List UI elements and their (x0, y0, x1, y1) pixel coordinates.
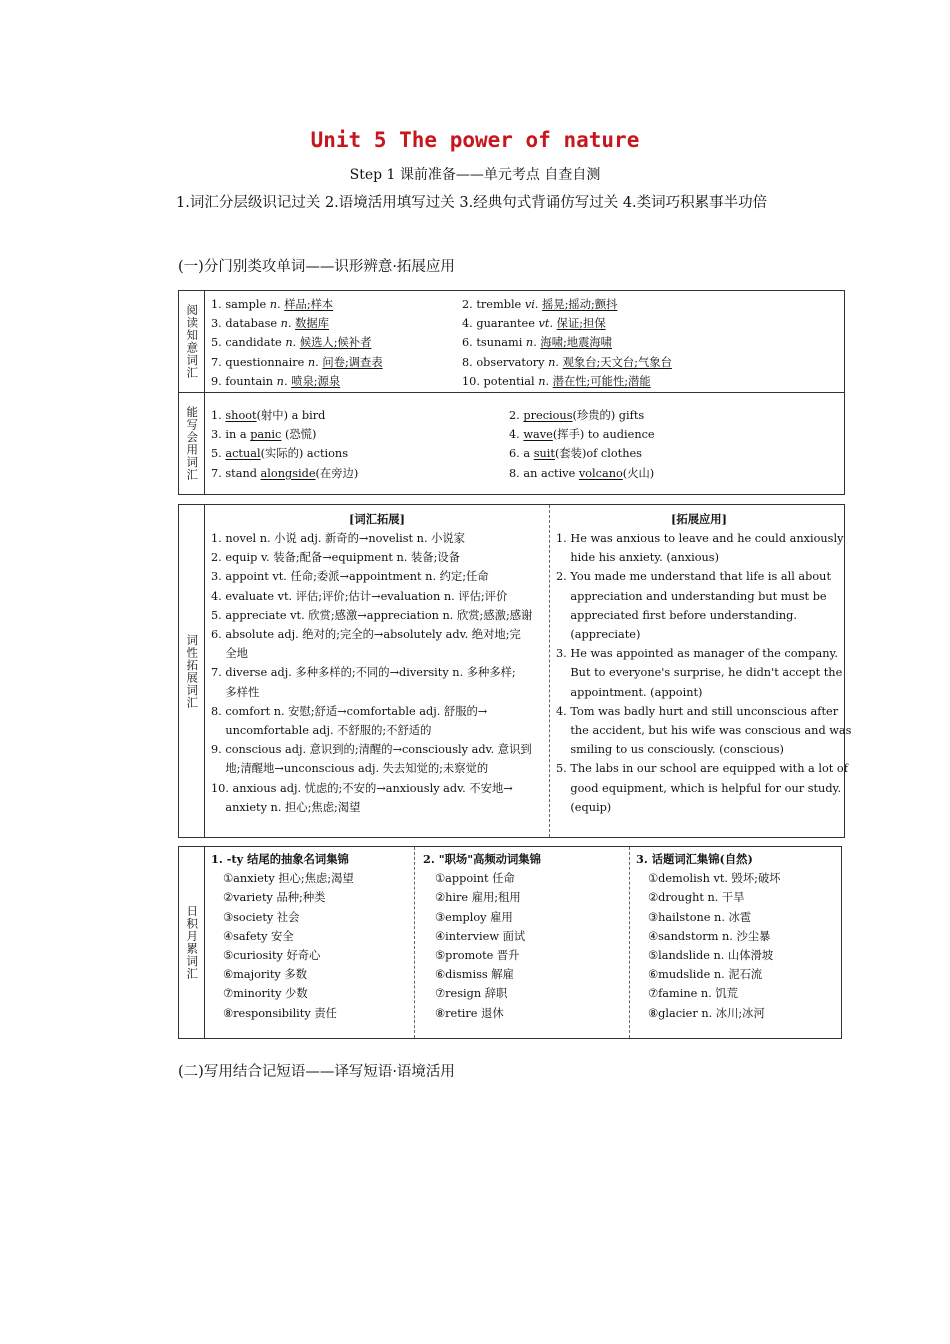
daily-item: ⑥majority 多数 (223, 968, 307, 982)
entry-pos: vi. (524, 298, 539, 311)
application-line: (appreciate) (556, 628, 641, 642)
daily-divider-1 (414, 847, 415, 1038)
daily-column-1 (211, 850, 354, 1023)
entry-pos: n. (280, 317, 292, 331)
entry-meaning: 候选人;候补者 (299, 336, 372, 350)
entry-word: 7. questionnaire (211, 355, 308, 369)
daily-item: ⑥dismiss 解雇 (435, 968, 514, 982)
extension-divider (549, 505, 550, 837)
entry-word: 4. guarantee (462, 317, 539, 331)
application-line: 5. The labs in our school are equipped with a lot of (556, 762, 848, 776)
daily-column-2 (423, 850, 541, 1023)
daily-item: ②drought n. 干旱 (648, 891, 745, 905)
daily-item: ①demolish vt. 毁坏;破坏 (648, 872, 781, 886)
writing-block (179, 392, 844, 494)
daily-item: ⑤curiosity 好奇心 (223, 949, 321, 963)
phrase-entry (509, 425, 655, 444)
phrase-entry (211, 406, 358, 425)
vocab-entry (211, 314, 383, 333)
vocab-entry (462, 333, 672, 352)
daily-item: ⑤landslide n. 山体滑坡 (648, 949, 774, 963)
daily-item: ⑧glacier n. 冰川;冰河 (648, 1006, 765, 1020)
daily-item: ②variety 品种;种类 (223, 891, 326, 905)
entry-word: 2. tremble (462, 298, 525, 311)
entry-meaning: 喷泉;源泉 (291, 374, 341, 388)
extension-left-heading: [词汇拓展] (349, 512, 405, 526)
entry-meaning: 保证;担保 (556, 317, 606, 331)
daily-divider-2 (629, 847, 630, 1038)
phrase-answer: precious (523, 409, 573, 422)
application-line: appreciated first before understanding. (556, 608, 797, 622)
extension-right-heading: [拓展应用] (671, 512, 727, 526)
entry-pos: n. (307, 355, 319, 369)
daily-column-heading: 2. "职场"高频动词集锦 (423, 852, 541, 866)
phrase-suffix: (在旁边) (315, 466, 359, 480)
application-line: 2. You made me understand that life is all about (556, 570, 831, 584)
extension-table (178, 504, 852, 838)
phrase-entry (211, 444, 358, 463)
daily-item: ①anxiety 担心;焦虑;渴望 (223, 872, 354, 886)
daily-item: ⑤promote 晋升 (435, 949, 520, 963)
application-line: hide his anxiety. (anxious) (556, 551, 720, 565)
entry-pos: n. (285, 336, 297, 350)
phrase-answer: panic (250, 428, 282, 442)
phrase-suffix: (珍贵的) gifts (572, 409, 645, 422)
entry-meaning: 样品;样本 (284, 298, 334, 311)
entry-pos: n. (525, 336, 537, 350)
writing-left-column (211, 406, 358, 483)
daily-item: ③employ 雇用 (435, 910, 513, 924)
phrase-prefix: 4. (509, 428, 524, 442)
daily-item: ④sandstorm n. 沙尘暴 (648, 929, 771, 943)
entry-pos: n. (548, 355, 559, 369)
daily-item: ②hire 雇用;租用 (435, 891, 521, 905)
daily-column-heading: 3. 话题词汇集锦(自然) (636, 852, 753, 866)
phrase-prefix: 3. in a (211, 428, 251, 442)
application-line: 4. Tom was badly hurt and still unconscious after (556, 704, 839, 718)
daily-item: ⑥mudslide n. 泥石流 (648, 968, 763, 982)
extension-line: 多样性 (211, 685, 260, 699)
extension-line: 地;清醒地→unconscious adj. 失去知觉的;未察觉的 (211, 762, 489, 776)
application-line: 1. He was anxious to leave and he could anxiously (556, 532, 844, 545)
unit-title: Unit 5 The power of nature (310, 128, 640, 152)
entry-meaning: 数据库 (295, 317, 330, 331)
vocab-entry (462, 295, 672, 314)
phrase-answer: actual (225, 447, 261, 461)
phrase-suffix: (套装)of clothes (554, 447, 642, 461)
phrase-suffix: (射中) a bird (256, 409, 326, 422)
phrase-prefix: 7. stand (211, 466, 261, 480)
intro-text: 1.词汇分层级识记过关 2.语境活用填写过关 3.经典句式背诵仿写过关 4.类词巧积累事半功倍 (176, 195, 768, 211)
phrase-suffix: (火山) (622, 466, 655, 480)
reading-block (179, 291, 844, 393)
application-line: 3. He was appointed as manager of the company. (556, 647, 838, 661)
extension-line: uncomfortable adj. 不舒服的;不舒适的 (211, 724, 432, 738)
extension-left-column (211, 529, 544, 817)
extension-line: 4. evaluate vt. 评估;评价;估计→evaluation n. 评估;评价 (211, 589, 508, 603)
vocab-table (178, 290, 845, 495)
daily-item: ⑦minority 少数 (223, 987, 308, 1001)
reading-left-column (211, 295, 383, 391)
extension-side-label: 词性拓展词汇 (179, 505, 205, 837)
entry-word: 3. database (211, 317, 281, 331)
vocab-entry (211, 295, 383, 314)
phrase-entry (211, 464, 358, 483)
daily-side-label: 日积月累词汇 (179, 847, 205, 1038)
phrase-prefix: 2. (509, 409, 524, 422)
entry-word: 9. fountain (211, 374, 277, 388)
phrase-answer: wave (523, 428, 553, 442)
daily-item: ⑧responsibility 责任 (223, 1006, 337, 1020)
daily-item: ⑦famine n. 饥荒 (648, 987, 738, 1001)
application-line: appointment. (appoint) (556, 685, 703, 699)
phrase-entry (509, 444, 655, 463)
phrase-answer: suit (533, 447, 555, 461)
phrase-answer: shoot (225, 409, 257, 422)
entry-word: 10. potential (462, 374, 539, 388)
application-line: good equipment, which is helpful for our study. (556, 781, 842, 795)
entry-word: 6. tsunami (462, 336, 526, 350)
entry-pos: n. (269, 298, 281, 311)
phrase-entry (211, 425, 358, 444)
phrase-prefix: 8. an active (509, 466, 579, 480)
vocab-entry (462, 314, 672, 333)
vocab-entry (211, 333, 383, 352)
extension-line: 8. comfort n. 安慰;舒适→comfortable adj. 舒服的→ (211, 704, 488, 718)
entry-meaning: 观象台;天文台;气象台 (562, 355, 672, 369)
extension-line: 9. conscious adj. 意识到的;清醒的→consciously adv. 意识到 (211, 743, 532, 757)
section-1-heading: (一)分门别类攻单词——识形辨意·拓展应用 (178, 259, 455, 275)
entry-meaning: 摇晃;摇动;颤抖 (542, 298, 618, 311)
daily-item: ④safety 安全 (223, 929, 294, 943)
daily-item: ④interview 面试 (435, 929, 526, 943)
entry-pos: n. (538, 374, 550, 388)
daily-item: ①appoint 任命 (435, 872, 515, 886)
extension-line: 10. anxious adj. 忧虑的;不安的→anxiously adv. 不安地→ (211, 781, 513, 795)
application-line: smiling to us consciously. (conscious) (556, 743, 784, 757)
phrase-entry (509, 464, 655, 483)
daily-item: ③society 社会 (223, 910, 300, 924)
extension-line: 2. equip v. 装备;配备→equipment n. 装备;设备 (211, 551, 460, 565)
daily-item: ③hailstone n. 冰雹 (648, 910, 752, 924)
writing-side-label: 能写会用词汇 (179, 392, 205, 494)
extension-line: 7. diverse adj. 多种多样的;不同的→diversity n. 多种多样; (211, 666, 516, 680)
phrase-prefix: 1. (211, 409, 226, 422)
vocab-entry (462, 353, 672, 372)
entry-meaning: 问卷;调查表 (322, 355, 383, 369)
extension-line: 全地 (211, 647, 248, 661)
vocab-entry (211, 372, 383, 391)
phrase-suffix: (挥手) to audience (552, 428, 655, 442)
step-heading: Step 1 课前准备——单元考点 自查自测 (349, 167, 601, 183)
extension-line: 6. absolute adj. 绝对的;完全的→absolutely adv. 绝对地;完 (211, 628, 521, 642)
reading-right-column (462, 295, 672, 391)
daily-item: ⑦resign 辞职 (435, 987, 508, 1001)
phrase-prefix: 6. a (509, 447, 534, 461)
entry-word: 5. candidate (211, 336, 286, 350)
extension-right-column (556, 529, 852, 817)
extension-line: 5. appreciate vt. 欣赏;感激→appreciation n. 欣赏;感激;感谢 (211, 608, 533, 622)
extension-line: 1. novel n. 小说 adj. 新奇的→novelist n. 小说家 (211, 532, 466, 545)
application-line: But to everyone's surprise, he didn't accept the (556, 666, 843, 680)
phrase-answer: volcano (578, 466, 623, 480)
phrase-suffix: (恐慌) (281, 428, 317, 442)
vocab-entry (211, 353, 383, 372)
extension-line: 3. appoint vt. 任命;委派→appointment n. 约定;任命 (211, 570, 489, 584)
entry-pos: n. (276, 374, 288, 388)
entry-meaning: 潜在性;可能性;潜能 (552, 374, 651, 388)
entry-word: 1. sample (211, 298, 270, 311)
phrase-prefix: 5. (211, 447, 226, 461)
entry-pos: vt. (538, 317, 554, 331)
writing-right-column (509, 406, 655, 483)
reading-side-label: 阅读知意词汇 (179, 291, 205, 392)
application-line: the accident, but his wife was conscious and was (556, 724, 852, 738)
phrase-answer: alongside (260, 466, 316, 480)
daily-item: ⑧retire 退休 (435, 1006, 504, 1020)
daily-table (178, 846, 842, 1039)
entry-meaning: 海啸;地震海啸 (540, 336, 612, 350)
phrase-suffix: (实际的) actions (260, 447, 348, 461)
daily-column-heading: 1. -ty 结尾的抽象名词集锦 (211, 852, 349, 866)
entry-word: 8. observatory (462, 355, 549, 369)
section-2-heading: (二)写用结合记短语——译写短语·语境活用 (178, 1064, 455, 1080)
phrase-entry (509, 406, 655, 425)
extension-line: anxiety n. 担心;焦虑;渴望 (211, 800, 361, 814)
vocab-entry (462, 372, 672, 391)
daily-column-3 (636, 850, 781, 1023)
application-line: (equip) (556, 800, 612, 814)
application-line: appreciation and understanding but must be (556, 589, 827, 603)
